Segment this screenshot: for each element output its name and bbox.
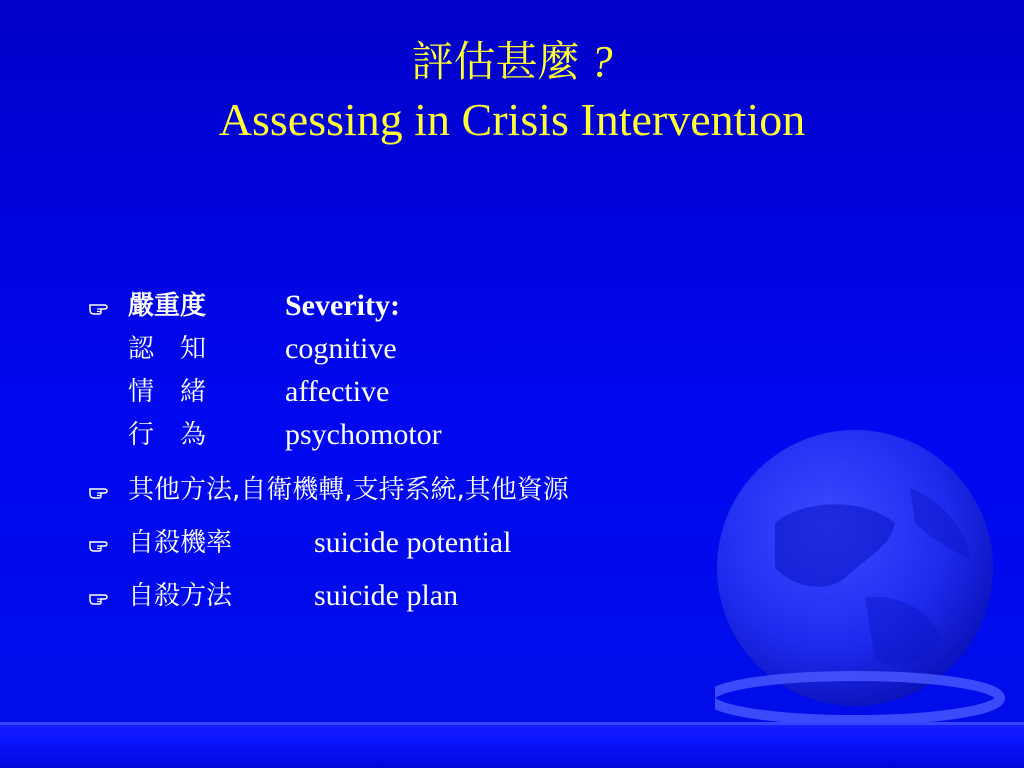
sub-item-zh: 情 緒 xyxy=(128,377,207,407)
footer-line xyxy=(0,722,1024,725)
title-english: Assessing in Crisis Intervention xyxy=(218,94,806,145)
severity-en: Severity: xyxy=(285,289,400,322)
suicide-potential-en: suicide potential xyxy=(314,526,512,559)
sub-item-en: psychomotor xyxy=(285,418,442,451)
pointing-hand-icon xyxy=(88,481,116,501)
title-question-mark: ? xyxy=(590,37,613,86)
sub-item-en: cognitive xyxy=(285,332,397,365)
pointing-hand-icon xyxy=(88,297,116,317)
globe-icon xyxy=(715,428,1015,728)
suicide-plan-zh: 自殺方法 xyxy=(128,581,233,611)
slide-title xyxy=(0,32,1024,148)
pointing-hand-icon xyxy=(88,534,116,554)
severity-zh: 嚴重度 xyxy=(128,291,207,321)
footer-bar xyxy=(0,722,1024,768)
suicide-potential-zh: 自殺機率 xyxy=(128,528,233,558)
sub-item-zh: 認 知 xyxy=(128,334,207,364)
suicide-plan-en: suicide plan xyxy=(314,579,459,612)
title-chinese xyxy=(0,32,1024,92)
other-methods-text: 其他方法,自衛機轉,支持系統,其他資源 xyxy=(128,475,569,505)
pointing-hand-icon xyxy=(88,587,116,607)
sub-item-en: affective xyxy=(285,375,390,408)
title-chinese-text: 評估甚麼 xyxy=(411,37,580,86)
sub-item-zh: 行 為 xyxy=(128,420,207,450)
